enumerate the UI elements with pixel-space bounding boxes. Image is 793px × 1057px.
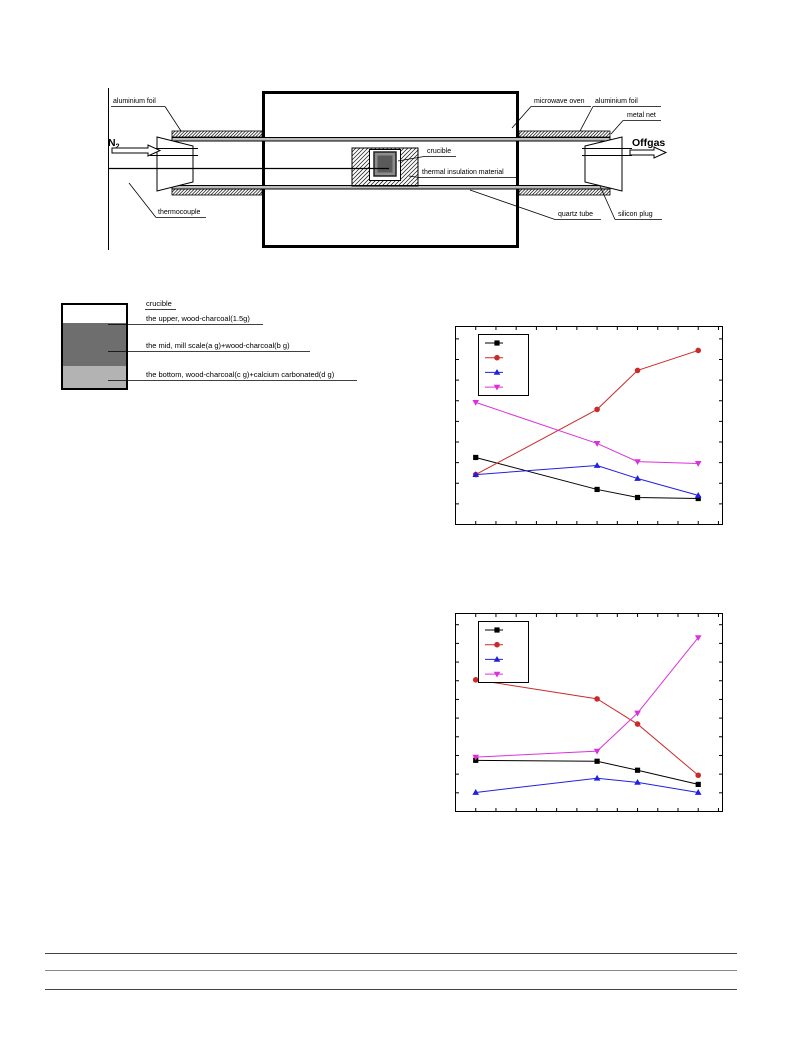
- hatch-line: [246, 189, 252, 195]
- hatch-line: [227, 131, 233, 137]
- hatch-line: [179, 189, 185, 195]
- hatch-line: [252, 131, 258, 137]
- hatch-line: [192, 189, 198, 195]
- hatch-line: [249, 131, 255, 137]
- data-point: [635, 721, 641, 727]
- data-point: [594, 407, 600, 413]
- hatch-line: [571, 131, 577, 137]
- hatch-line: [545, 131, 551, 137]
- data-point: [635, 768, 640, 773]
- hatch-line: [220, 189, 226, 195]
- hatch-line: [243, 189, 249, 195]
- line-chart-2: [455, 613, 723, 812]
- hatch-line: [551, 131, 557, 137]
- hatch-line: [599, 131, 605, 137]
- data-point: [594, 759, 599, 764]
- hatch-line: [233, 131, 239, 137]
- legend-marker: [494, 355, 500, 361]
- series-line: [476, 457, 699, 498]
- hatch-line: [211, 131, 217, 137]
- hatch-line: [224, 131, 230, 137]
- leader-microwave-oven: [512, 107, 531, 129]
- hatch-line: [172, 131, 175, 134]
- label-metal-net: metal net: [627, 112, 656, 119]
- silicon-plug-right: [585, 137, 622, 191]
- hatch-line: [593, 131, 599, 137]
- data-point: [594, 487, 599, 492]
- data-point: [635, 495, 640, 500]
- hatch-line: [561, 189, 567, 195]
- hatch-line: [532, 189, 538, 195]
- hatch-line: [523, 189, 529, 195]
- hatch-line: [182, 189, 188, 195]
- label-thermocouple: thermocouple: [158, 209, 201, 216]
- crucible-layer-figure: [62, 299, 357, 389]
- hatch-line: [542, 189, 548, 195]
- hatch-line: [252, 189, 258, 195]
- data-point: [635, 368, 641, 374]
- hatch-line: [220, 131, 226, 137]
- hatch-line: [208, 131, 214, 137]
- hatch-line: [172, 131, 178, 137]
- label-quartz-tube: quartz tube: [558, 211, 594, 218]
- hatch-line: [352, 148, 356, 152]
- label-thermal-insulation: thermal insulation material: [422, 169, 504, 176]
- legend-marker: [494, 642, 500, 648]
- leader-aluminium-foil-right: [580, 107, 593, 132]
- hatch-line: [539, 131, 545, 137]
- hatch-line: [259, 192, 262, 195]
- label-n2-base: N: [108, 137, 116, 149]
- hatch-line: [172, 189, 178, 195]
- hatch-line: [577, 189, 583, 195]
- hatch-line: [526, 131, 532, 137]
- data-point: [696, 782, 701, 787]
- quartz-tube-wall-top: [172, 138, 610, 142]
- legend-box: [479, 622, 529, 683]
- crucible-charge: [378, 156, 393, 173]
- hatch-line: [548, 189, 554, 195]
- hatch-line: [188, 131, 194, 137]
- hatch-line: [179, 131, 185, 137]
- hatch-line: [561, 131, 567, 137]
- hatch-line: [208, 189, 214, 195]
- data-point: [473, 455, 478, 460]
- hatch-line: [352, 148, 360, 156]
- hatch-line: [195, 189, 201, 195]
- label-n2-subscript: 2: [115, 143, 120, 151]
- hatch-line: [590, 189, 596, 195]
- hatch-line: [551, 189, 557, 195]
- hatch-line: [211, 189, 217, 195]
- hatch-line: [227, 189, 233, 195]
- hatch-line: [352, 148, 368, 164]
- hatch-line: [195, 131, 201, 137]
- hatch-line: [596, 131, 602, 137]
- layer-mid: [62, 323, 127, 366]
- hatch-line: [233, 189, 239, 195]
- hatch-line: [204, 189, 210, 195]
- hatch-line: [577, 131, 583, 137]
- layer-upper: [62, 304, 127, 323]
- hatch-line: [587, 131, 593, 137]
- hatch-line: [564, 189, 570, 195]
- hatch-line: [548, 131, 554, 137]
- data-point: [695, 772, 701, 778]
- hatch-line: [201, 189, 207, 195]
- hatch-line: [564, 131, 570, 137]
- hatch-line: [176, 189, 182, 195]
- series-line: [476, 760, 699, 784]
- data-point: [594, 462, 601, 468]
- legend: [479, 335, 529, 396]
- hatch-line: [580, 131, 586, 137]
- hatch-line: [243, 131, 249, 137]
- series-line: [476, 466, 699, 496]
- hatch-line: [583, 189, 589, 195]
- hatch-line: [240, 189, 246, 195]
- hatch-line: [176, 131, 182, 137]
- label-crucible: crucible: [427, 148, 452, 155]
- hatch-line: [567, 189, 573, 195]
- hatch-line: [402, 170, 418, 186]
- hatch-line: [182, 131, 188, 137]
- hatch-line: [185, 189, 191, 195]
- leader-silicon-plug: [600, 186, 615, 220]
- legend: [479, 622, 529, 683]
- label-microwave-oven: microwave oven: [534, 98, 585, 105]
- hatch-line: [256, 131, 262, 137]
- label-offgas: Offgas: [632, 137, 666, 149]
- data-point: [473, 677, 479, 683]
- legend-box: [479, 335, 529, 396]
- hatch-line: [519, 131, 522, 134]
- hatch-line: [240, 131, 246, 137]
- hatch-line: [256, 189, 262, 195]
- hatch-line: [587, 189, 593, 195]
- label-bottom-layer: the bottom, wood-charcoal(c g)+calcium carbonated(d g): [146, 370, 335, 379]
- hatch-line: [230, 131, 236, 137]
- hatch-line: [529, 189, 535, 195]
- hatch-line: [204, 131, 210, 137]
- hatch-line: [535, 131, 541, 137]
- table-rule-top: [45, 953, 737, 954]
- hatch-line: [192, 131, 198, 137]
- hatch-line: [529, 131, 535, 137]
- label-crucible-vessel: crucible: [146, 299, 172, 308]
- hatch-line: [230, 189, 236, 195]
- hatch-line: [580, 189, 586, 195]
- table-rule-middle: [45, 970, 737, 971]
- hatch-line: [574, 131, 580, 137]
- hatch-line: [259, 134, 262, 137]
- hatch-line: [583, 131, 589, 137]
- data-point: [695, 348, 701, 354]
- hatch-line: [236, 189, 242, 195]
- hatch-line: [249, 189, 255, 195]
- hatch-line: [201, 131, 207, 137]
- data-point: [695, 461, 702, 467]
- label-upper-layer: the upper, wood-charcoal(1.5g): [146, 314, 250, 323]
- hatch-line: [603, 131, 609, 137]
- hatch-line: [535, 189, 541, 195]
- data-point: [594, 775, 601, 781]
- hatch-line: [558, 131, 564, 137]
- leader-aluminium-foil-left: [165, 107, 181, 132]
- apparatus-figure: [108, 88, 666, 250]
- hatch-line: [214, 131, 220, 137]
- leader-metal-net: [611, 121, 623, 135]
- hatch-line: [519, 189, 525, 195]
- hatch-line: [574, 189, 580, 195]
- label-silicon-plug: silicon plug: [618, 211, 653, 218]
- hatch-line: [555, 131, 561, 137]
- label-mid-layer: the mid, mill scale(a g)+wood-charcoal(b g): [146, 341, 290, 350]
- hatch-line: [571, 189, 577, 195]
- legend-marker: [494, 340, 499, 345]
- label-aluminium-foil-left: aluminium foil: [113, 98, 156, 105]
- hatch-line: [236, 131, 242, 137]
- label-n2: [108, 137, 120, 151]
- label-aluminium-foil-right: aluminium foil: [595, 98, 638, 105]
- series-line: [476, 778, 699, 792]
- hatch-line: [526, 189, 532, 195]
- hatch-line: [539, 189, 545, 195]
- table-rule-bottom: [45, 989, 737, 990]
- hatch-line: [410, 178, 418, 186]
- silicon-plug-left: [157, 137, 193, 191]
- hatch-line: [188, 189, 194, 195]
- hatch-line: [198, 189, 204, 195]
- hatch-line: [185, 131, 191, 137]
- hatch-line: [555, 189, 561, 195]
- series-line: [476, 402, 699, 463]
- hatch-line: [596, 189, 602, 195]
- hatch-line: [542, 131, 548, 137]
- legend-marker: [494, 627, 499, 632]
- hatch-line: [590, 131, 596, 137]
- hatch-line: [545, 189, 551, 195]
- hatch-line: [567, 131, 573, 137]
- hatch-line: [217, 189, 223, 195]
- layer-bottom: [62, 366, 127, 389]
- hatch-line: [523, 131, 529, 137]
- hatch-line: [224, 189, 230, 195]
- hatch-line: [532, 131, 538, 137]
- leader-thermocouple: [129, 183, 156, 218]
- hatch-line: [198, 131, 204, 137]
- hatch-line: [217, 131, 223, 137]
- hatch-line: [519, 131, 525, 137]
- hatch-line: [214, 189, 220, 195]
- hatch-line: [246, 131, 252, 137]
- hatch-line: [593, 189, 599, 195]
- hatch-line: [558, 189, 564, 195]
- data-point: [594, 696, 600, 702]
- line-chart-1: [455, 326, 723, 525]
